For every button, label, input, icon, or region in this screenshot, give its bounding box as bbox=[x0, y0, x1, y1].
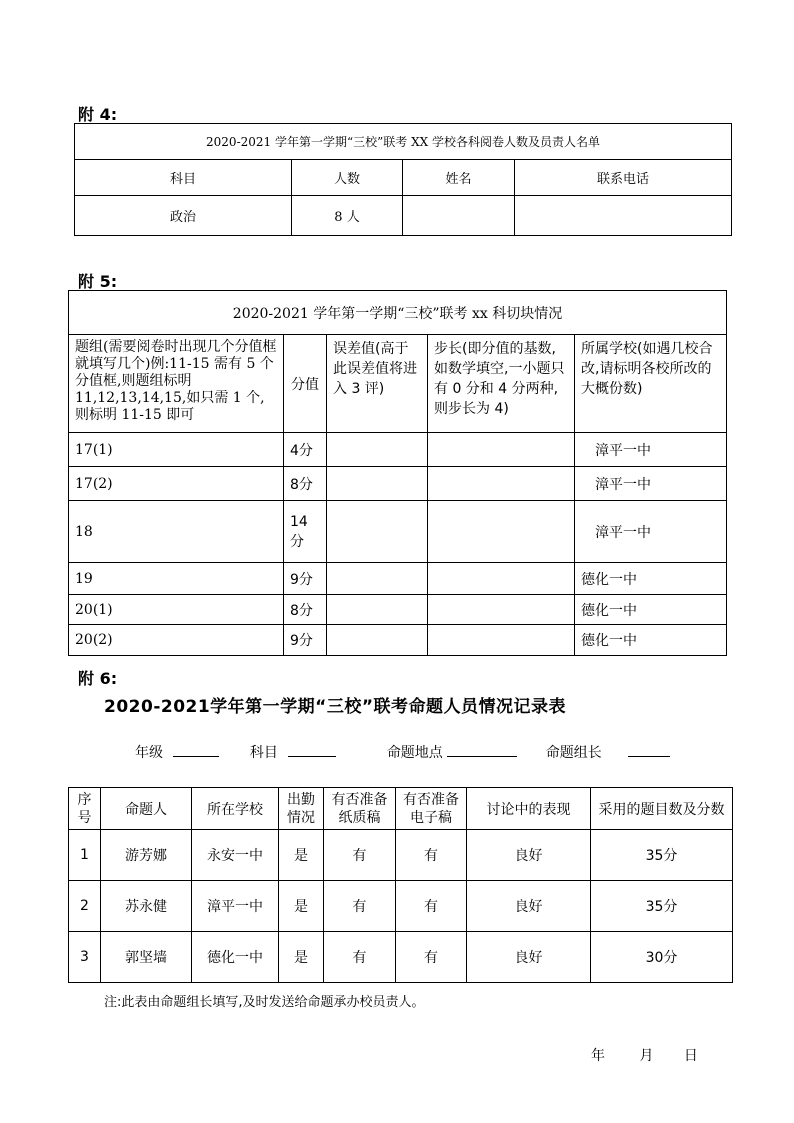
table-row bbox=[69, 501, 727, 563]
cell-error bbox=[327, 625, 428, 656]
table-row bbox=[69, 932, 733, 983]
date-year: 年 bbox=[591, 1048, 605, 1064]
cell-group: 18 bbox=[69, 501, 284, 563]
cell-score: 14分 bbox=[284, 501, 327, 563]
cell-error bbox=[327, 467, 428, 501]
appendix5-label: 附 5: bbox=[78, 272, 118, 291]
appendix6-title: 2020-2021学年第一学期“三校”联考命题人员情况记录表 bbox=[104, 697, 567, 717]
header-electronic: 有否准备电子稿 bbox=[396, 788, 467, 830]
cell-school: 德化一中 bbox=[192, 932, 279, 983]
cell-author: 苏永健 bbox=[101, 881, 192, 932]
cell-phone bbox=[515, 196, 732, 236]
cell-group: 19 bbox=[69, 563, 284, 595]
cell-step bbox=[428, 433, 575, 467]
header-school: 所在学校 bbox=[192, 788, 279, 830]
cell-error bbox=[327, 563, 428, 595]
date-day: 日 bbox=[683, 1048, 698, 1064]
form-fields-row bbox=[135, 742, 670, 762]
appendix4-label: 附 4: bbox=[78, 105, 118, 124]
header-subject: 科目 bbox=[75, 160, 292, 196]
cell-performance: 良好 bbox=[467, 881, 591, 932]
leader-field[interactable] bbox=[628, 742, 670, 757]
cell-paper: 有 bbox=[324, 932, 396, 983]
grade-label: 年级 bbox=[135, 745, 163, 761]
cell-score: 8分 bbox=[284, 595, 327, 625]
cell-school: 永安一中 bbox=[192, 830, 279, 881]
table-row bbox=[69, 563, 727, 595]
cell-name bbox=[403, 196, 515, 236]
table-row bbox=[69, 625, 727, 656]
cell-adopted: 30分 bbox=[591, 932, 733, 983]
header-no: 序号 bbox=[69, 788, 101, 830]
cell-school: 漳平一中 bbox=[575, 501, 727, 563]
cell-school: 德化一中 bbox=[575, 625, 727, 656]
cell-step bbox=[428, 501, 575, 563]
date-month: 月 bbox=[639, 1048, 654, 1064]
table-row bbox=[69, 433, 727, 467]
header-count: 人数 bbox=[292, 160, 403, 196]
cell-error bbox=[327, 433, 428, 467]
cell-adopted: 35分 bbox=[591, 830, 733, 881]
cell-no: 3 bbox=[69, 932, 101, 983]
cell-performance: 良好 bbox=[467, 830, 591, 881]
cell-score: 9分 bbox=[284, 625, 327, 656]
cell-error bbox=[327, 595, 428, 625]
appendix5-title: 2020-2021 学年第一学期“三校”联考 xx 科切块情况 bbox=[69, 291, 727, 335]
subject-label: 科目 bbox=[249, 745, 278, 761]
cell-paper: 有 bbox=[324, 881, 396, 932]
appendix6-table bbox=[68, 787, 733, 983]
appendix6-label: 附 6: bbox=[78, 669, 118, 688]
cell-step bbox=[428, 563, 575, 595]
cell-step bbox=[428, 625, 575, 656]
cell-group: 20(2) bbox=[69, 625, 284, 656]
cell-attendance: 是 bbox=[279, 881, 324, 932]
cell-attendance: 是 bbox=[279, 830, 324, 881]
cell-school: 漳平一中 bbox=[575, 433, 727, 467]
grade-field[interactable] bbox=[173, 742, 219, 757]
table-row bbox=[69, 881, 733, 932]
cell-electronic: 有 bbox=[396, 881, 467, 932]
header-paper: 有否准备纸质稿 bbox=[324, 788, 396, 830]
header-name: 姓名 bbox=[403, 160, 515, 196]
header-phone: 联系电话 bbox=[515, 160, 732, 196]
cell-school: 漳平一中 bbox=[192, 881, 279, 932]
table-row bbox=[69, 467, 727, 501]
cell-step bbox=[428, 467, 575, 501]
cell-count: 8 人 bbox=[292, 196, 403, 236]
header-author: 命题人 bbox=[101, 788, 192, 830]
cell-group: 20(1) bbox=[69, 595, 284, 625]
cell-author: 郭坚墙 bbox=[101, 932, 192, 983]
cell-score: 4分 bbox=[284, 433, 327, 467]
header-school: 所属学校(如遇几校合改,请标明各校所改的大概份数) bbox=[575, 335, 727, 433]
header-attendance: 出勤情况 bbox=[279, 788, 324, 830]
cell-subject: 政治 bbox=[75, 196, 292, 236]
footnote: 注:此表由命题组长填写,及时发送给命题承办校员责人。 bbox=[104, 995, 425, 1010]
location-label: 命题地点 bbox=[386, 745, 443, 761]
cell-no: 2 bbox=[69, 881, 101, 932]
cell-paper: 有 bbox=[324, 830, 396, 881]
cell-electronic: 有 bbox=[396, 830, 467, 881]
cell-school: 漳平一中 bbox=[575, 467, 727, 501]
cell-error bbox=[327, 501, 428, 563]
cell-school: 德化一中 bbox=[575, 563, 727, 595]
cell-group: 17(2) bbox=[69, 467, 284, 501]
cell-group: 17(1) bbox=[69, 433, 284, 467]
table-row bbox=[69, 830, 733, 881]
cell-electronic: 有 bbox=[396, 932, 467, 983]
appendix4-title: 2020-2021 学年第一学期“三校”联考 XX 学校各科阅卷人数及员责人名单 bbox=[75, 124, 732, 160]
subject-field[interactable] bbox=[288, 742, 336, 757]
appendix4-table bbox=[74, 123, 732, 236]
cell-score: 9分 bbox=[284, 563, 327, 595]
appendix5-table bbox=[68, 290, 727, 656]
header-score: 分值 bbox=[284, 335, 327, 433]
cell-adopted: 35分 bbox=[591, 881, 733, 932]
table-row bbox=[69, 595, 727, 625]
header-adopted: 采用的题目数及分数 bbox=[591, 788, 733, 830]
cell-score: 8分 bbox=[284, 467, 327, 501]
header-error: 误差值(高于此误差值将进入 3 评) bbox=[327, 335, 428, 433]
cell-no: 1 bbox=[69, 830, 101, 881]
date-line bbox=[591, 1045, 698, 1065]
cell-author: 游芳娜 bbox=[101, 830, 192, 881]
cell-performance: 良好 bbox=[467, 932, 591, 983]
header-step: 步长(即分值的基数,如数学填空,一小题只有 0 分和 4 分两种,则步长为 4) bbox=[428, 335, 575, 433]
header-group: 题组(需要阅卷时出现几个分值框就填写几个)例:11-15 需有 5 个分值框,则题组标明 11,12,13,14,15,如只需 1 个,则标明 11-15 即可 bbox=[69, 335, 284, 433]
cell-step bbox=[428, 595, 575, 625]
cell-school: 德化一中 bbox=[575, 595, 727, 625]
location-field[interactable] bbox=[447, 742, 517, 757]
leader-label: 命题组长 bbox=[545, 745, 602, 761]
header-performance: 讨论中的表现 bbox=[467, 788, 591, 830]
cell-attendance: 是 bbox=[279, 932, 324, 983]
